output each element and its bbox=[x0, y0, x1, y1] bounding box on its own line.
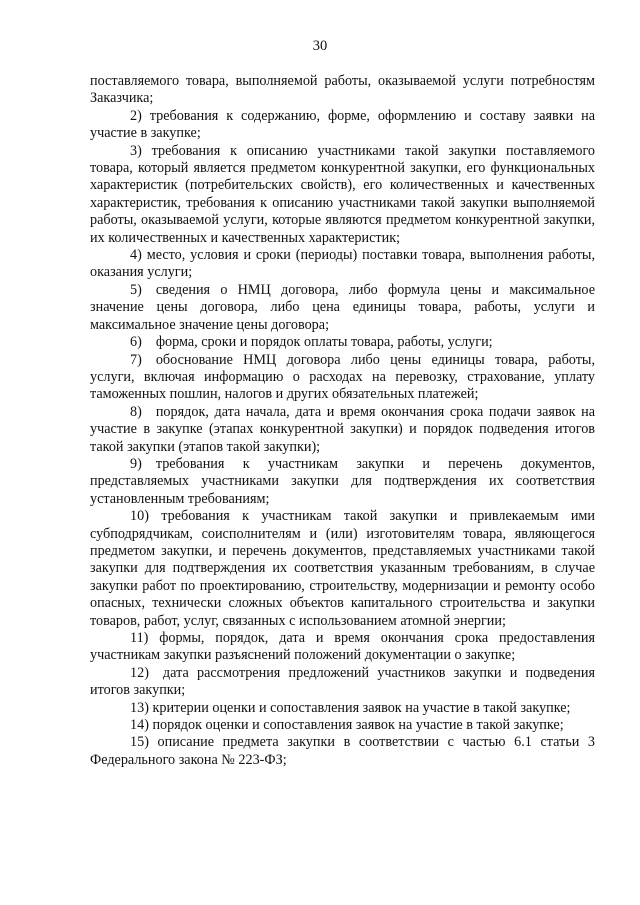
list-number: 6) bbox=[130, 334, 142, 351]
list-number: 11) bbox=[130, 630, 149, 646]
list-item-9 bbox=[90, 456, 595, 508]
list-item-8 bbox=[90, 404, 595, 456]
list-number: 8) bbox=[130, 403, 142, 420]
list-item-15 bbox=[90, 734, 595, 769]
paragraph-continuation bbox=[90, 73, 595, 108]
paragraph-text: порядок оценки и сопоставления заявок на участие в такой закупке; bbox=[152, 717, 564, 734]
list-number: 7) bbox=[130, 351, 142, 368]
paragraph-text: описание предмета закупки в соответствии с частью 6.1 статьи 3 Федерального закона № 223-ФЗ; bbox=[90, 734, 596, 768]
paragraph-text: требования к описанию участниками такой закупки поставляемого товара, который является предметом конкурентной закупки, его функциональных характеристик (потребительских свойств), его количественных и качественных характеристик, требования к описанию участниками такой закупки выполняемой работы, оказываемой услуги, которые являются предметом конкурентной закупки, их количественных и качественных характеристик; bbox=[90, 142, 596, 246]
paragraph-text: место, условия и сроки (периоды) поставки товара, выполнения работы, оказания услуги; bbox=[90, 247, 596, 281]
list-item-7 bbox=[90, 352, 595, 404]
list-item-6 bbox=[90, 334, 595, 351]
list-number: 3) bbox=[130, 142, 142, 159]
paragraph-text: требования к содержанию, форме, оформлению и составу заявки на участие в закупке; bbox=[90, 107, 595, 142]
list-item-13 bbox=[90, 700, 595, 717]
document-body bbox=[90, 73, 595, 769]
paragraph-text: критерии оценки и сопоставления заявок на участие в такой закупке; bbox=[152, 699, 571, 716]
list-number: 15) bbox=[130, 734, 149, 751]
list-item-11 bbox=[90, 630, 595, 665]
paragraph-text: обоснование НМЦ договора либо цены единицы товара, работы, услуги, включая информацию о расходах на перевозку, страхование, уплату таможенных пошлин, налогов и других обязательных платежей; bbox=[90, 351, 595, 403]
paragraph-text: сведения о НМЦ договора, либо формула цены и максимальное значение цены договора, либо цена единицы товара, работы, услуги и максимальное значение цены договора; bbox=[90, 281, 595, 333]
list-item-10 bbox=[90, 508, 595, 630]
paragraph-text: поставляемого товара, выполняемой работы, оказываемой услуги потребностям Заказчика; bbox=[90, 73, 595, 107]
list-item-14 bbox=[90, 717, 595, 734]
list-number: 5) bbox=[130, 281, 142, 298]
paragraph-text: требования к участникам такой закупки и привлекаемым ими субподрядчикам, соисполнителям и (или) изготовителям товара, являющегося предметом закупки, и перечень документов, представляемых участниками такой закупки для подтверждения их соответствия указанным требованиям, в случае закупки работ по проектированию, строительству, модернизации и ремонту особо опасных, технически сложных объектов капитального строительства и закупки товаров, работ, услуг, связанных с использованием атомной энергии; bbox=[90, 508, 595, 629]
list-number: 2) bbox=[130, 107, 142, 124]
list-item-4 bbox=[90, 247, 595, 282]
list-number: 13) bbox=[130, 699, 149, 716]
list-number: 14) bbox=[130, 717, 149, 734]
list-number: 10) bbox=[130, 508, 149, 525]
list-number: 12) bbox=[130, 664, 149, 681]
page-number: 30 bbox=[312, 38, 328, 54]
list-item-3 bbox=[90, 143, 595, 247]
list-item-12 bbox=[90, 665, 595, 700]
paragraph-text: порядок, дата начала, дата и время окончания срока подачи заявок на участие в закупке (этапах конкурентной закупки) и порядок подведения итогов такой закупки (этапов такой закупки); bbox=[90, 403, 595, 455]
list-item-2 bbox=[90, 108, 595, 143]
list-number: 4) bbox=[130, 247, 142, 264]
list-number: 9) bbox=[130, 455, 142, 472]
paragraph-text: формы, порядок, дата и время окончания срока предоставления участникам закупки разъяснений положений документации о закупке; bbox=[90, 630, 595, 664]
paragraph-text: дата рассмотрения предложений участников закупки и подведения итогов закупки; bbox=[90, 664, 595, 699]
paragraph-text: форма, сроки и порядок оплаты товара, работы, услуги; bbox=[155, 334, 493, 351]
list-item-5 bbox=[90, 282, 595, 334]
paragraph-text: требования к участникам закупки и перечень документов, представляемых участниками закупки для подтверждения их соответствия установленным требованиям; bbox=[90, 455, 595, 507]
